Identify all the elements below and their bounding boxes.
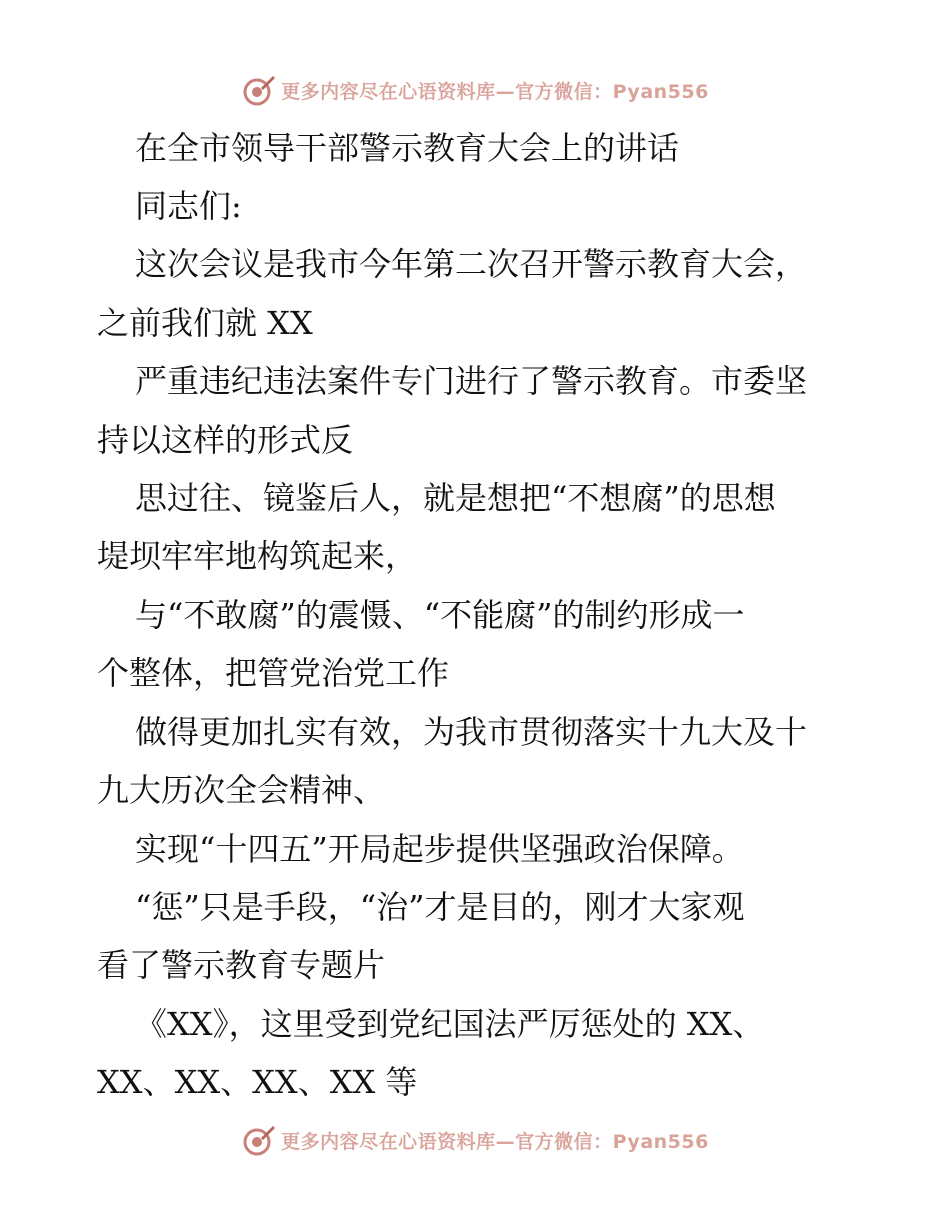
pen-circle-logo-icon: [241, 1122, 277, 1158]
document-title: 在全市领导干部警示教育大会上的讲话: [135, 129, 680, 167]
salutation: 同志们:: [135, 187, 242, 225]
paragraph-line: 思过往、镜鉴后人，就是想把“不想腐”的思想: [135, 479, 776, 517]
paragraph-line: 九大历次全会精神、: [97, 771, 386, 809]
paragraph-line: 严重违纪违法案件专门进行了警示教育。市委坚: [135, 362, 808, 400]
watermark-text: 更多内容尽在心语资料库—官方微信：Pyan556: [281, 1130, 709, 1153]
paragraph-line: “惩”只是手段，“治”才是目的，刚才大家观: [135, 888, 745, 926]
paragraph-line: 看了警示教育专题片: [97, 946, 386, 984]
paragraph-line: 做得更加扎实有效，为我市贯彻落实十九大及十: [135, 713, 808, 751]
paragraph-line: 之前我们就 XX: [97, 304, 313, 342]
pen-circle-logo-icon: [241, 72, 277, 108]
paragraph-line: XX、XX、XX、XX 等: [97, 1063, 418, 1101]
paragraph-line: 与“不敢腐”的震慑、“不能腐”的制约形成一: [135, 596, 745, 634]
paragraph-line: 实现“十四五”开局起步提供坚强政治保障。: [135, 830, 744, 868]
watermark-text: 更多内容尽在心语资料库—官方微信：Pyan556: [281, 80, 709, 103]
paragraph-line: 这次会议是我市今年第二次召开警示教育大会，: [135, 245, 808, 283]
paragraph-line: 持以这样的形式反: [97, 421, 354, 459]
paragraph-line: 《XX》，这里受到党纪国法严厉惩处的 XX、: [135, 1005, 765, 1043]
paragraph-line: 个整体，把管党治党工作: [97, 654, 450, 692]
footer-watermark: [0, 1120, 950, 1160]
paragraph-line: 堤坝牢牢地构筑起来，: [97, 537, 418, 575]
header-watermark: [0, 70, 950, 110]
